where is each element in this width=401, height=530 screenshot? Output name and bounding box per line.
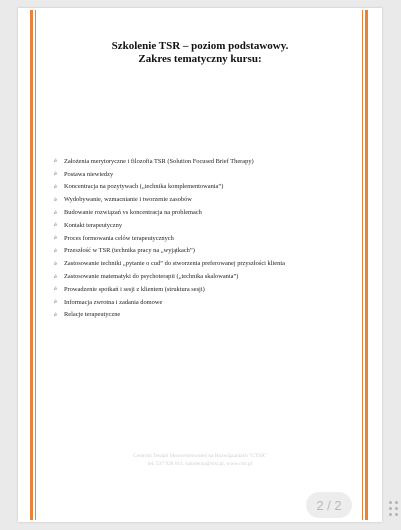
- topic-text: Prowadzenie spotkań i sesji z klientem (struktura sesji): [64, 285, 205, 293]
- bullet-icon: ǿ: [54, 183, 57, 190]
- list-item: [54, 168, 285, 181]
- bullet-icon: ǿ: [54, 299, 57, 306]
- topic-text: Wydobywanie, wzmacnianie i tworzenie zasobów: [64, 196, 192, 204]
- bullet-icon: ǿ: [54, 235, 57, 242]
- bullet-icon: ǿ: [54, 171, 57, 178]
- document-page: [18, 8, 382, 522]
- footer-line-2: tel. 537 928 011, szkolenia@ctsr.pl, www.ctsr.pl: [147, 461, 253, 467]
- list-item: [54, 155, 285, 168]
- bullet-icon: ǿ: [54, 222, 57, 229]
- footer-line-1: Centrum Terapii Skoncentrowanej na Rozwiązaniach "CTSR": [132, 453, 267, 459]
- list-item: [54, 270, 285, 283]
- page-footer: [54, 452, 346, 468]
- topic-text: Relacje terapeutyczne: [64, 311, 121, 319]
- list-item: [54, 283, 285, 296]
- title-line-2: Zakres tematyczny kursu:: [138, 53, 262, 65]
- bullet-icon: ǿ: [54, 196, 57, 203]
- page-indicator: 2 / 2: [306, 492, 352, 518]
- list-item: [54, 245, 285, 258]
- topic-text: Przeszłość w TSR (technika pracy na „wyjątkach”): [64, 247, 195, 255]
- topic-text: Budowanie rozwiązań vs koncentracja na problemach: [64, 209, 202, 217]
- right-border-decoration: [363, 10, 368, 520]
- title-line-1: Szkolenie TSR – poziom podstawowy.: [111, 40, 289, 52]
- bullet-icon: ǿ: [54, 286, 57, 293]
- topic-text: Postawa niewiedzy: [64, 170, 114, 178]
- bullet-icon: ǿ: [54, 260, 57, 267]
- grid-icon[interactable]: [389, 501, 399, 517]
- topic-text: Koncentracja na pozytywach („technika komplementowania”): [64, 183, 224, 191]
- list-item: [54, 232, 285, 245]
- page-title: [54, 40, 346, 66]
- bullet-icon: ǿ: [54, 311, 57, 318]
- bullet-icon: ǿ: [54, 158, 57, 165]
- bullet-icon: ǿ: [54, 273, 57, 280]
- topic-text: Informacja zwrotna i zadania domowe: [64, 298, 163, 306]
- topic-text: Proces formowania celów terapeutycznych: [64, 234, 174, 242]
- topic-text: Założenia merytoryczne i filozofia TSR (Solution Focused Brief Therapy): [64, 157, 254, 165]
- list-item: [54, 296, 285, 309]
- list-item: [54, 193, 285, 206]
- left-border-decoration: [30, 10, 35, 520]
- list-item: [54, 181, 285, 194]
- bullet-icon: ǿ: [54, 247, 57, 254]
- topic-text: Zastosowanie matematyki do psychoterapii („technika skalowania”): [64, 273, 239, 281]
- list-item: [54, 206, 285, 219]
- bullet-icon: ǿ: [54, 209, 57, 216]
- topic-text: Kontakt terapeutyczny: [64, 221, 123, 229]
- list-item: [54, 257, 285, 270]
- list-item: [54, 219, 285, 232]
- topic-text: Zastosowanie techniki „pytanie o cud” do stworzenia preferowanej przyszłości klienta: [64, 260, 285, 268]
- list-item: [54, 309, 285, 322]
- topic-list: [54, 155, 285, 321]
